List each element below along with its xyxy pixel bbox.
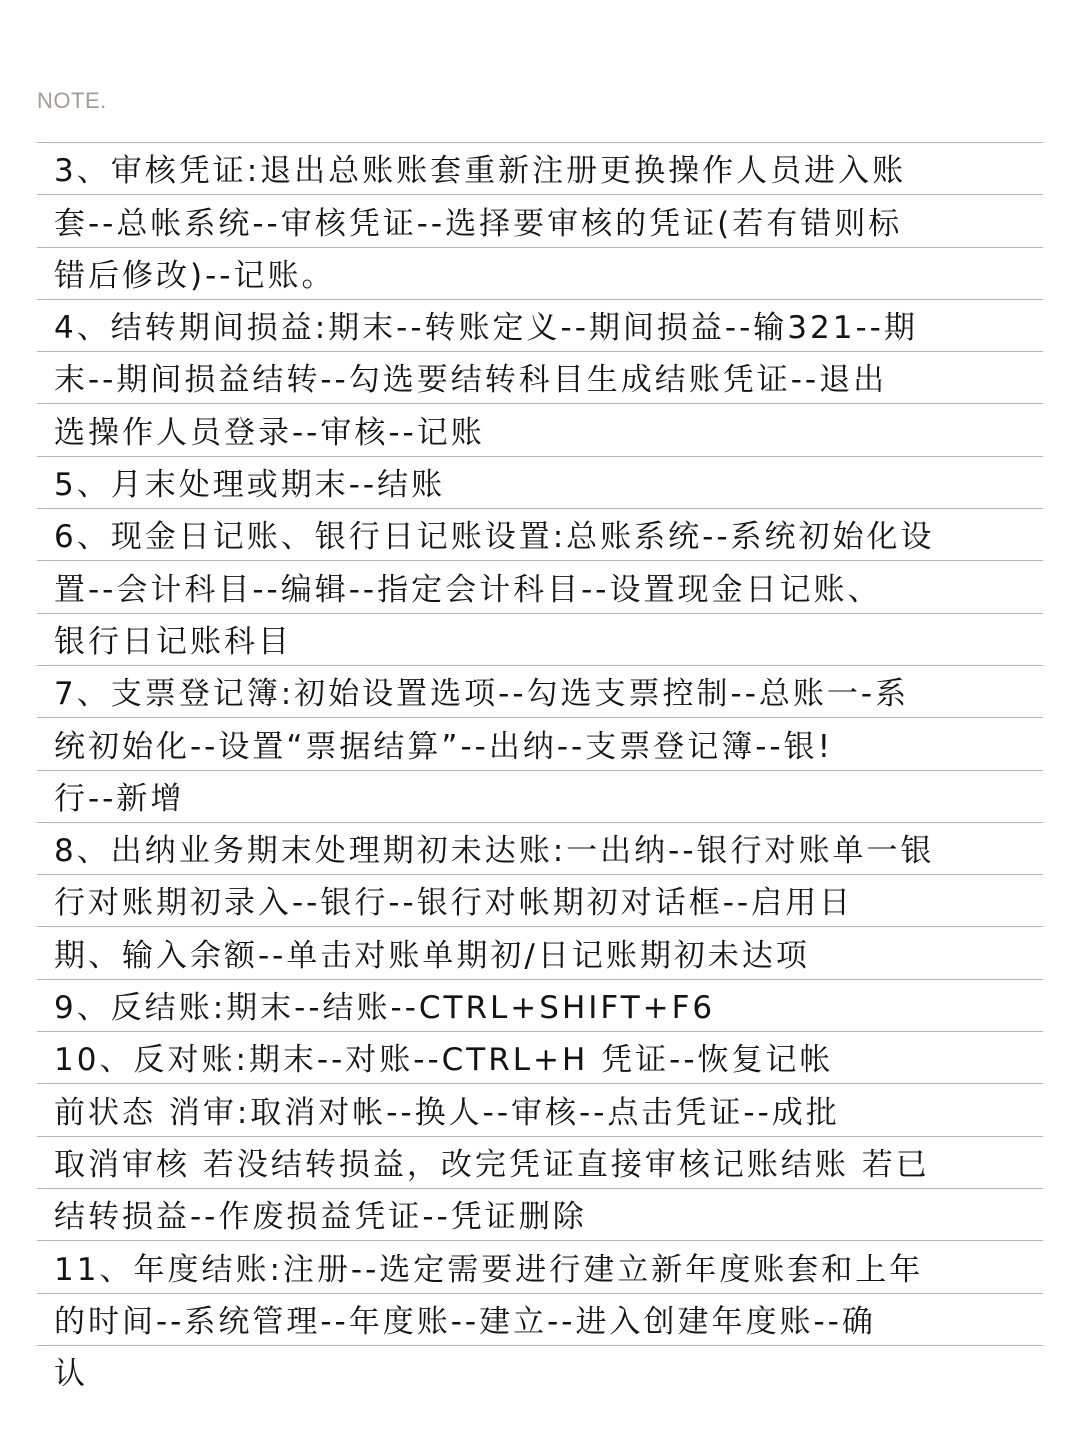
note-line [37,299,1043,351]
note-line [37,1083,1043,1135]
note-line [37,456,1043,508]
note-line-text: 9、反结账:期末--结账--CTRL+SHIFT+F6 [54,990,716,1027]
note-line-text: 末--期间损益结转--勾选要结转科目生成结账凭证--退出 [54,362,888,399]
note-line [37,613,1043,665]
note-line-text: 10、反对账:期末--对账--CTRL+H 凭证--恢复记帐 [54,1042,834,1079]
note-line-text: 行--新增 [54,780,185,817]
note-line-text: 6、现金日记账、银行日记账设置:总账系统--系统初始化设 [54,519,935,556]
note-line [37,979,1043,1031]
note-line [37,665,1043,717]
note-line [37,194,1043,246]
note-line [37,1293,1043,1345]
note-line-text: 银行日记账科目 [54,623,292,660]
note-line [37,403,1043,455]
note-line-text: 3、审核凭证:退出总账账套重新注册更换操作人员进入账 [54,153,907,190]
note-line-text: 选操作人员登录--审核--记账 [54,414,485,451]
note-line [37,508,1043,560]
note-line-text: 11、年度结账:注册--选定需要进行建立新年度账套和上年 [54,1251,924,1288]
note-line-text: 置--会计科目--编辑--指定会计科目--设置现金日记账、 [54,571,882,608]
note-line [37,142,1043,194]
note-line-text: 套--总帐系统--审核凭证--选择要审核的凭证(若有错则标 [54,205,903,242]
note-line [37,1345,1043,1397]
note-line-text: 统初始化--设置“票据结算”--出纳--支票登记簿--银! [54,728,834,765]
note-line [37,1031,1043,1083]
note-line [37,926,1043,978]
note-line [37,822,1043,874]
note-line [37,874,1043,926]
note-line-text: 5、月末处理或期末--结账 [54,467,446,504]
note-line-text: 4、结转期间损益:期末--转账定义--期间损益--输321--期 [54,310,918,347]
note-line-text: 取消审核 若没结转损益，改完凭证直接审核记账结账 若已 [54,1146,930,1183]
note-line [37,351,1043,403]
note-line [37,560,1043,612]
note-line [37,770,1043,822]
ruled-lines [37,142,1043,1397]
note-line-text: 7、支票登记簿:初始设置选项--勾选支票控制--总账一-系 [54,676,910,713]
note-line-text: 错后修改)--记账。 [54,257,336,294]
note-line [37,1240,1043,1292]
note-line-text: 期、输入余额--单击对账单期初/日记账期初未达项 [54,937,810,974]
note-line [37,1136,1043,1188]
note-line [37,247,1043,299]
note-line-text: 行对账期初录入--银行--银行对帐期初对话框--启用日 [54,885,854,922]
note-line-text: 前状态 消审:取消对帐--换人--审核--点击凭证--成批 [54,1094,840,1131]
note-line [37,1188,1043,1240]
note-line-text: 结转损益--作废损益凭证--凭证删除 [54,1199,587,1236]
note-line-text: 认 [54,1356,88,1393]
note-line-text: 8、出纳业务期末处理期初未达账:一出纳--银行对账单一银 [54,833,935,870]
note-label: NOTE. [37,88,107,113]
note-line [37,717,1043,769]
note-line-text: 的时间--系统管理--年度账--建立--进入创建年度账--确 [54,1303,876,1340]
